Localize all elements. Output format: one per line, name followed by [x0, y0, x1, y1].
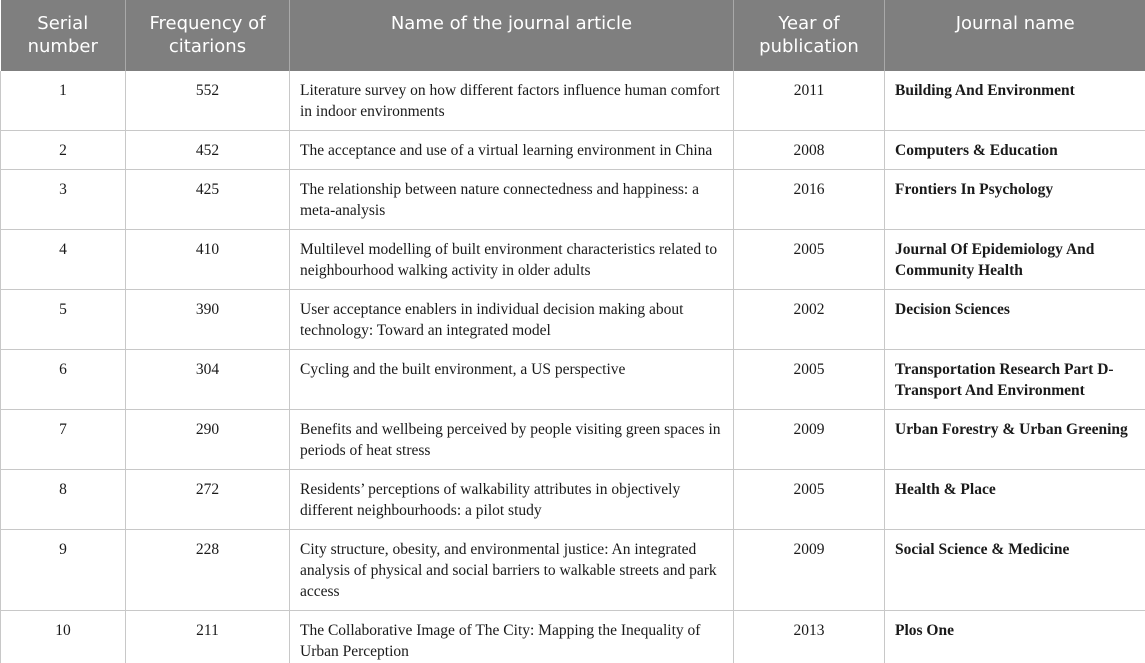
year-cell: 2005	[734, 350, 885, 410]
year-cell: 2002	[734, 290, 885, 350]
serial-cell: 8	[1, 470, 126, 530]
year-cell: 2013	[734, 611, 885, 663]
table-row	[1, 230, 1145, 290]
table-row	[1, 470, 1145, 530]
table-row	[1, 530, 1145, 611]
table-row	[1, 290, 1145, 350]
journal-cell: Urban Forestry & Urban Greening	[885, 410, 1145, 470]
journal-cell: Computers & Education	[885, 131, 1145, 170]
serial-cell: 5	[1, 290, 126, 350]
header-row	[1, 0, 1145, 71]
serial-cell: 6	[1, 350, 126, 410]
table-row	[1, 71, 1145, 131]
article-cell: The acceptance and use of a virtual learning environment in China	[290, 131, 734, 170]
serial-cell: 1	[1, 71, 126, 131]
serial-cell: 7	[1, 410, 126, 470]
journal-cell: Plos One	[885, 611, 1145, 663]
header-year-of-publication: Year of publication	[734, 0, 885, 71]
article-cell: City structure, obesity, and environmental justice: An integrated analysis of physical and social barriers to walkable streets and park access	[290, 530, 734, 611]
header-article-name: Name of the journal article	[290, 0, 734, 71]
header-journal-name: Journal name	[885, 0, 1145, 71]
article-cell: Cycling and the built environment, a US perspective	[290, 350, 734, 410]
year-cell: 2009	[734, 410, 885, 470]
frequency-cell: 552	[126, 71, 290, 131]
serial-cell: 10	[1, 611, 126, 663]
frequency-cell: 228	[126, 530, 290, 611]
year-cell: 2016	[734, 170, 885, 230]
table-row	[1, 170, 1145, 230]
article-cell: Multilevel modelling of built environment characteristics related to neighbourhood walking activity in older adults	[290, 230, 734, 290]
frequency-cell: 290	[126, 410, 290, 470]
frequency-cell: 304	[126, 350, 290, 410]
article-cell: Residents’ perceptions of walkability attributes in objectively different neighbourhoods: a pilot study	[290, 470, 734, 530]
frequency-cell: 272	[126, 470, 290, 530]
table-row	[1, 611, 1145, 663]
journal-cell: Journal Of Epidemiology And Community Health	[885, 230, 1145, 290]
serial-cell: 2	[1, 131, 126, 170]
year-cell: 2008	[734, 131, 885, 170]
frequency-cell: 211	[126, 611, 290, 663]
frequency-cell: 390	[126, 290, 290, 350]
serial-cell: 3	[1, 170, 126, 230]
serial-cell: 9	[1, 530, 126, 611]
year-cell: 2005	[734, 470, 885, 530]
header-frequency-of-citations: Frequency of citarions	[126, 0, 290, 71]
header-serial-number: Serial number	[1, 0, 126, 71]
serial-cell: 4	[1, 230, 126, 290]
article-cell: Benefits and wellbeing perceived by people visiting green spaces in periods of heat stress	[290, 410, 734, 470]
year-cell: 2005	[734, 230, 885, 290]
year-cell: 2009	[734, 530, 885, 611]
table-row	[1, 410, 1145, 470]
year-cell: 2011	[734, 71, 885, 131]
article-cell: User acceptance enablers in individual decision making about technology: Toward an integrated model	[290, 290, 734, 350]
frequency-cell: 410	[126, 230, 290, 290]
article-cell: The Collaborative Image of The City: Mapping the Inequality of Urban Perception	[290, 611, 734, 663]
article-cell: The relationship between nature connectedness and happiness: a meta-analysis	[290, 170, 734, 230]
article-cell: Literature survey on how different factors influence human comfort in indoor environments	[290, 71, 734, 131]
journal-cell: Decision Sciences	[885, 290, 1145, 350]
journal-cell: Building And Environment	[885, 71, 1145, 131]
journal-cell: Social Science & Medicine	[885, 530, 1145, 611]
frequency-cell: 425	[126, 170, 290, 230]
journal-cell: Transportation Research Part D-Transport And Environment	[885, 350, 1145, 410]
journal-cell: Health & Place	[885, 470, 1145, 530]
journal-cell: Frontiers In Psychology	[885, 170, 1145, 230]
frequency-cell: 452	[126, 131, 290, 170]
table-row	[1, 350, 1145, 410]
table-row	[1, 131, 1145, 170]
